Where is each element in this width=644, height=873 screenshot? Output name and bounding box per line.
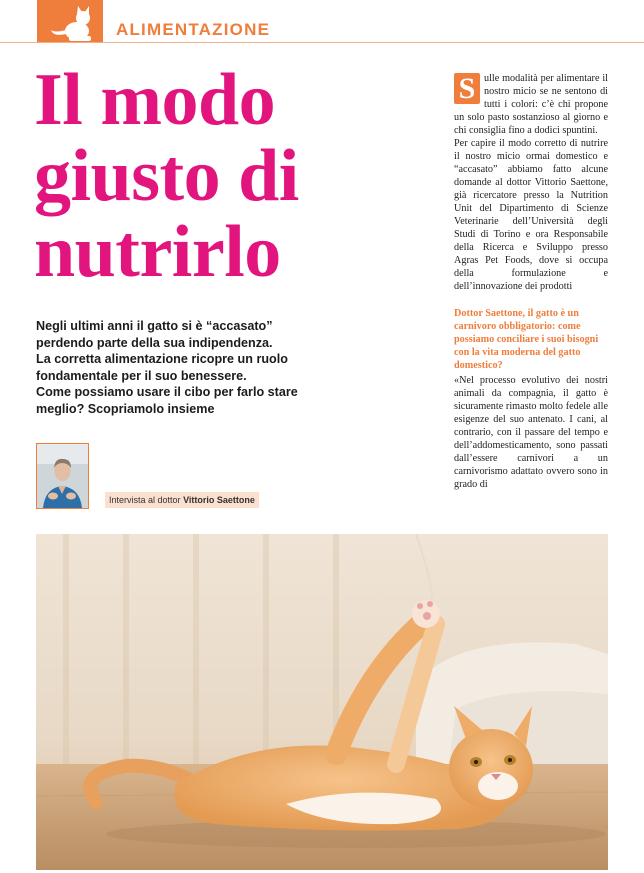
deck-line: meglio? Scopriamolo insieme xyxy=(36,401,215,416)
deck-line: La corretta alimentazione ricopre un ruolo xyxy=(36,352,288,366)
header-rule xyxy=(0,42,644,43)
author-portrait xyxy=(36,443,89,509)
byline xyxy=(105,492,259,508)
article-column xyxy=(454,72,608,491)
interview-question: Dottor Saettone, il gatto è un carnivoro obbligatorio: come possiamo conciliare i suoi bisogni con la vita moderna del gatto domestico? xyxy=(454,308,599,371)
deck-line: Negli ultimi anni il gatto si è “accasato” xyxy=(36,319,273,333)
article-paragraph: Per capire il modo corretto di nutrire il nostro micio ormai domestico e “accasato” abbiamo fatto alcune domande al dottor Vittorio Saettone, già ricercatore presso la Nutrition Unit del Dipartimento di Scienze Veterinarie dell’Università degli Studi di Torino e ora Responsabile della Ricerca e Sviluppo presso Agras Pet Foods, dove si occupa della formulazione e dell’innovazione dei prodotti xyxy=(454,138,608,292)
cat-photo xyxy=(36,534,608,870)
section-label: ALIMENTAZIONE xyxy=(116,20,271,39)
deck-line: Come possiamo usare il cibo per farlo stare xyxy=(36,385,298,399)
cat-silhouette-icon xyxy=(47,4,97,42)
article-deck xyxy=(36,318,336,417)
section-tab xyxy=(37,0,103,43)
headline-line: nutrirlo xyxy=(34,211,281,293)
byline-prefix: Intervista al dottor xyxy=(109,495,181,505)
byline-name: Vittorio Saettone xyxy=(183,495,255,505)
drop-cap: S xyxy=(454,73,480,104)
article-paragraph xyxy=(454,72,608,137)
deck-line: perdendo parte della sua indipendenza. xyxy=(36,335,273,350)
deck-line: fondamentale per il suo benessere. xyxy=(36,368,247,383)
article-headline xyxy=(34,59,434,293)
paragraph-text: ulle modalità per alimentare il nostro micio se ne sentono di tutti i colori: c’è chi propone un solo pasto sostanzioso al giorno e chi consiglia fino a dodici spuntini. xyxy=(454,73,608,136)
interview-answer: «Nel processo evolutivo dei nostri animali da compagnia, il gatto è sicuramente rimasto molto fedele alle esigenze del suo antenato. I cani, al contrario, con il passare del tempo e dell’addomesticamento, sono passati dall’essere carnivori a un carnivorismo adattato ovvero sono in grado di xyxy=(454,375,608,490)
headline-line: Il modo xyxy=(34,59,276,141)
headline-line: giusto di xyxy=(34,135,299,217)
